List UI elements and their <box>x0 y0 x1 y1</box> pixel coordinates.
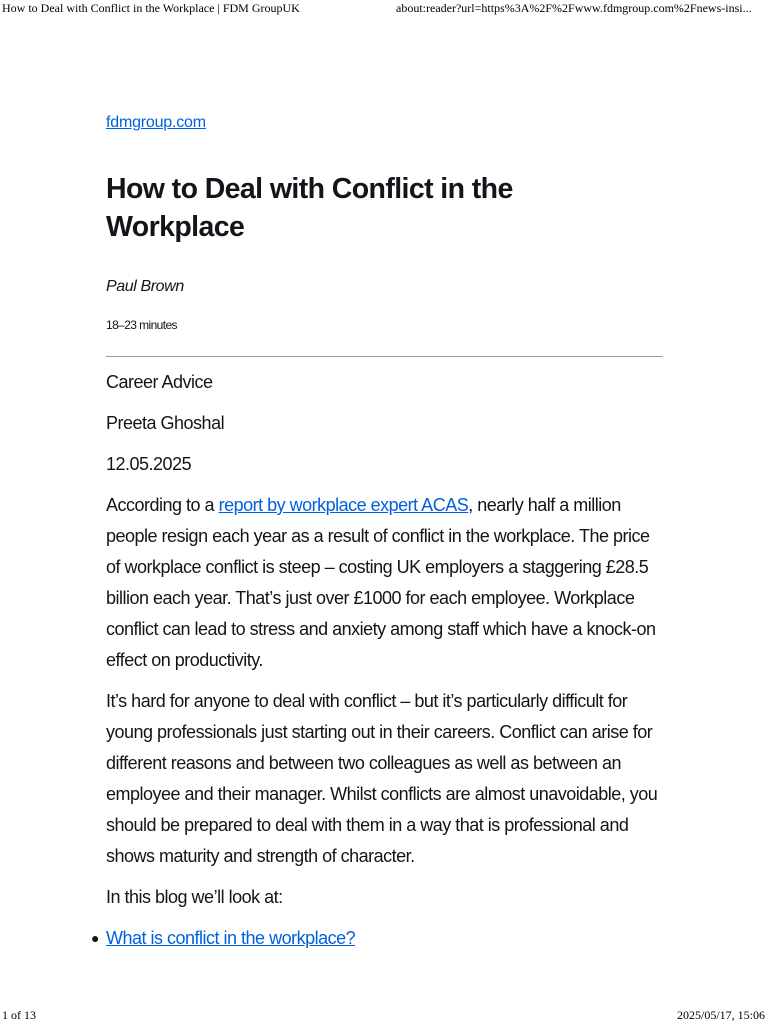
acas-report-link[interactable]: report by workplace expert ACAS <box>218 495 469 515</box>
paragraph-intro <box>106 490 663 676</box>
paragraph-intro-rest: , nearly half a million people resign each year as a result of conflict in the workplace. The price of workplace conflict is steep – costing UK employers a staggering £28.5 billion each year. That’s just over £1000 for each employee. Workplace conflict can lead to stress and anxiety among staff which have a knock-on effect on productivity. <box>106 495 656 670</box>
reading-time: 18–23 minutes <box>106 318 177 332</box>
header-divider <box>106 356 663 357</box>
paragraph-overview: In this blog we’ll look at: <box>106 887 283 907</box>
article-title: How to Deal with Conflict in the Workplace <box>106 173 513 243</box>
article-author: Paul Brown <box>106 278 184 295</box>
print-header-url: about:reader?url=https%3A%2F%2Fwww.fdmgroup.com%2Fnews-insi... <box>396 1 752 15</box>
print-header-title: How to Deal with Conflict in the Workplace | FDM GroupUK <box>2 1 300 15</box>
article-writer: Preeta Ghoshal <box>106 413 225 433</box>
bullet-icon: ● <box>91 930 99 946</box>
topic-link[interactable]: What is conflict in the workplace? <box>106 928 356 948</box>
print-header <box>0 0 768 18</box>
article-date: 12.05.2025 <box>106 454 192 474</box>
topic-list <box>91 923 663 954</box>
paragraph-intro-lead: According to a <box>106 495 219 515</box>
article-category: Career Advice <box>106 372 213 392</box>
page-number: 1 of 13 <box>2 1008 36 1022</box>
source-domain-link[interactable]: fdmgroup.com <box>106 114 206 131</box>
print-datetime: 2025/05/17, 15:06 <box>676 1008 765 1022</box>
list-item <box>91 923 663 954</box>
article-body <box>91 367 663 954</box>
print-footer <box>0 1007 768 1025</box>
paragraph-context: It’s hard for anyone to deal with conflict – but it’s particularly difficult for young professionals just starting out in their careers. Conflict can arise for different reasons and between two colleagues as well as between an employee and their manager. Whilst conflicts are almost unavoidable, you should be prepared to deal with them in a way that is professional and shows maturity and strength of character. <box>106 691 658 866</box>
